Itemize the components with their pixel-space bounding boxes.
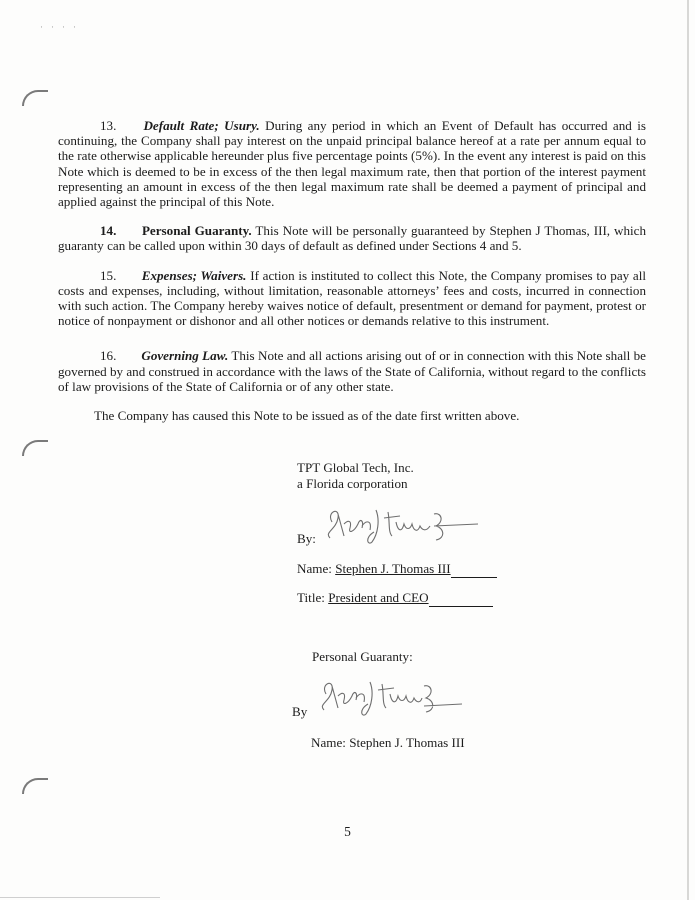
scan-edge xyxy=(687,0,689,900)
guaranty-by-label: By xyxy=(292,704,308,719)
guaranty-heading: Personal Guaranty: xyxy=(312,649,413,664)
section-heading: Default Rate; Usury. xyxy=(143,118,260,133)
binder-hole-mark xyxy=(22,778,48,794)
section-number: 13. xyxy=(100,118,117,133)
section-13 xyxy=(58,118,646,209)
scan-artifact: ···· xyxy=(40,22,84,32)
guaranty-name-line xyxy=(311,735,465,751)
signature-blank-line xyxy=(429,590,493,607)
scan-edge xyxy=(0,897,160,898)
section-16 xyxy=(58,348,646,394)
section-14 xyxy=(58,223,646,253)
closing-statement: The Company has caused this Note to be issued as of the date first written above. xyxy=(94,408,520,424)
guarantor-name: Stephen J. Thomas III xyxy=(349,735,465,750)
binder-hole-mark xyxy=(22,90,48,106)
company-state: a Florida corporation xyxy=(297,476,408,491)
signer-title: President and CEO xyxy=(328,590,429,605)
document-body xyxy=(58,118,646,423)
signer-name: Stephen J. Thomas III xyxy=(335,561,451,576)
page-number: 5 xyxy=(344,824,351,839)
company-name: TPT Global Tech, Inc. xyxy=(297,460,414,475)
section-heading: Personal Guaranty. xyxy=(141,223,252,239)
binder-hole-mark xyxy=(22,440,48,456)
guaranty-signature xyxy=(312,674,464,718)
company-signature-block xyxy=(297,460,414,492)
name-label: Name: xyxy=(297,561,332,576)
section-number: 14. xyxy=(100,223,117,239)
name-label: Name: xyxy=(311,735,346,750)
section-body: This Note will be personally guaranteed by Stephen J Thomas, III, which guaranty can be called upon within 30 days of default as defined under Sections 4 and 5. xyxy=(58,223,647,254)
section-number: 15. xyxy=(100,267,117,283)
section-body: This Note and all actions arising out of or in connection with this Note shall be governed by and construed in accordance with the laws of the State of California, without regard to the conflicts of law provisions of the State of California or of any other state. xyxy=(58,348,646,394)
section-body: During any period in which an Event of Default has occurred and is continuing, the Company shall pay interest on the unpaid principal balance hereof at a rate per annum equal to the rate otherwise applicable hereunder plus five percentage points (5%). In the event any interest is paid on this Note which is deemed to be in excess of the then legal maximum rate, then that portion of the interest payment representing an amount in excess of the then legal maximum rate shall be deemed a payment of principal and applied against the principal of this Note. xyxy=(58,118,647,210)
section-15 xyxy=(58,268,646,329)
signature-blank-line xyxy=(451,561,497,578)
company-signature xyxy=(318,502,480,546)
title-label: Title: xyxy=(297,590,325,605)
section-heading: Expenses; Waivers. xyxy=(141,267,247,283)
company-by-label: By: xyxy=(297,531,316,546)
company-name-line xyxy=(297,561,497,578)
section-heading: Governing Law. xyxy=(141,348,229,364)
section-number: 16. xyxy=(100,348,117,364)
section-body: If action is instituted to collect this Note, the Company promises to pay all costs and expenses, including, without limitation, reasonable attorneys’ fees and costs, incurred in connection with such action. The Company hereby waives notice of default, presentment or demand for payment, protest or notice of nonpayment or dishonor and all other notices or demands relative to this instrument. xyxy=(58,267,646,329)
company-title-line xyxy=(297,590,493,607)
